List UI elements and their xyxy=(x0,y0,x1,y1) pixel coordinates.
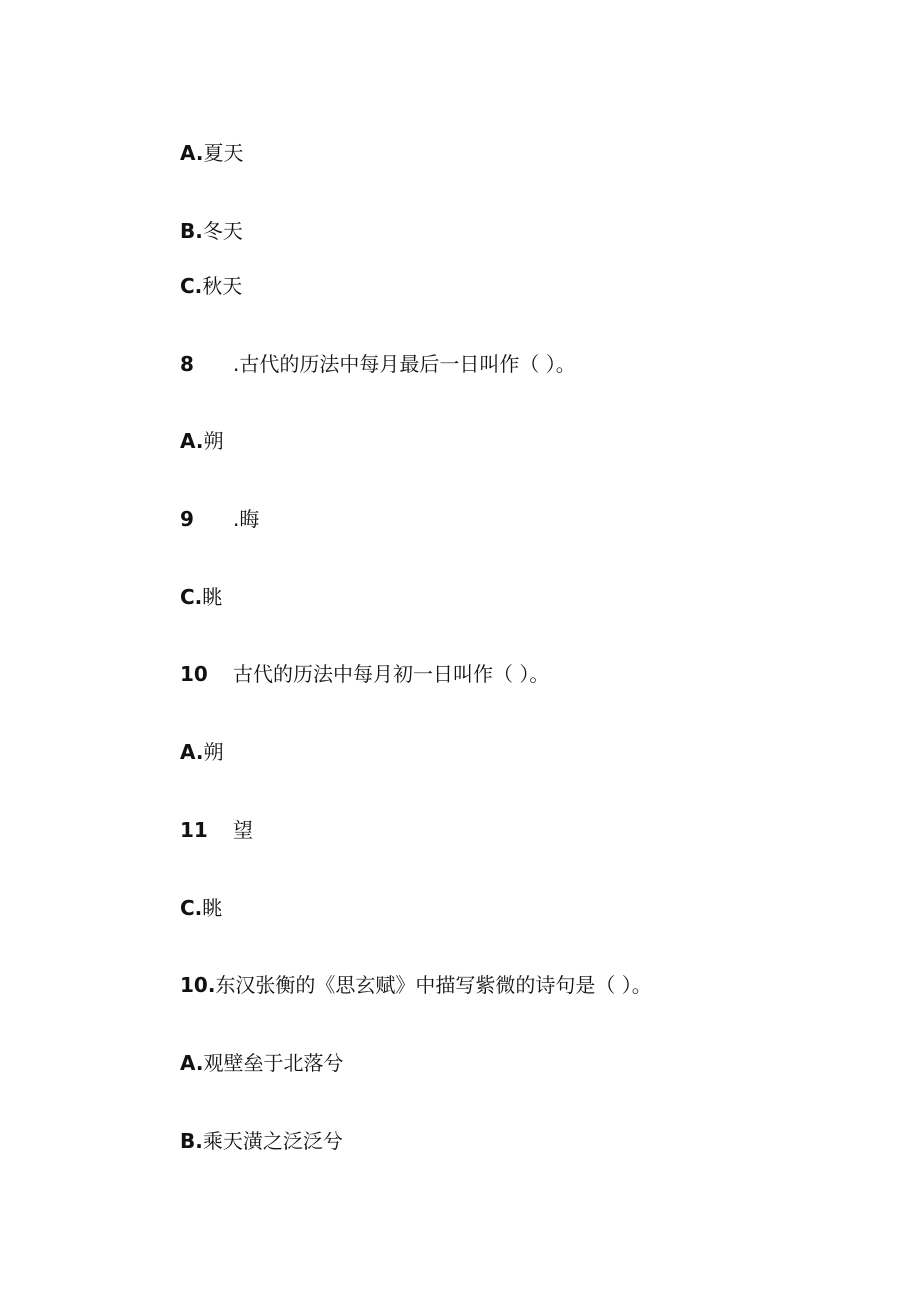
question-number: 10 xyxy=(180,662,208,686)
option-b-tianhuang xyxy=(180,1129,343,1153)
option-a-bilei xyxy=(180,1051,343,1075)
item-text: 望 xyxy=(233,818,253,842)
question-8 xyxy=(180,352,576,376)
option-b-winter xyxy=(180,219,243,243)
option-text: 观壁垒于北落兮 xyxy=(203,1051,344,1075)
option-text: 乘天潢之泛泛兮 xyxy=(202,1129,343,1153)
item-11-wang xyxy=(180,818,253,842)
option-text: 眺 xyxy=(202,896,223,920)
option-label: B. xyxy=(180,219,203,243)
option-text: 夏天 xyxy=(203,141,244,165)
item-9-hui xyxy=(180,507,259,531)
question-text: 古代的历法中每月初一日叫作（ ）。 xyxy=(233,662,550,686)
question-text: 东汉张衡的《思玄赋》中描写紫微的诗句是（ ）。 xyxy=(215,973,652,997)
item-number: 9 xyxy=(180,507,194,531)
question-text: .古代的历法中每月最后一日叫作（ ）。 xyxy=(233,352,576,376)
option-a-shuo xyxy=(180,429,223,453)
option-label: A. xyxy=(180,429,204,453)
option-label: A. xyxy=(180,141,204,165)
option-label: C. xyxy=(180,585,203,609)
option-label: C. xyxy=(180,274,203,298)
option-c-autumn xyxy=(180,274,242,298)
option-label: B. xyxy=(180,1129,203,1153)
option-text: 眺 xyxy=(202,585,223,609)
question-number: 10. xyxy=(180,973,216,997)
option-text: 冬天 xyxy=(202,219,243,243)
item-text: .晦 xyxy=(233,507,260,531)
option-text: 朔 xyxy=(203,740,224,764)
item-number: 11 xyxy=(180,818,208,842)
question-number: 8 xyxy=(180,352,194,376)
option-c-tiao xyxy=(180,585,222,609)
option-label: A. xyxy=(180,1051,204,1075)
option-a-summer xyxy=(180,141,243,165)
option-label: C. xyxy=(180,896,203,920)
option-label: A. xyxy=(180,740,204,764)
option-c-tiao-2 xyxy=(180,896,222,920)
option-text: 朔 xyxy=(203,429,224,453)
question-10-ziwei xyxy=(180,973,652,997)
option-text: 秋天 xyxy=(202,274,243,298)
option-a-shuo-2 xyxy=(180,740,223,764)
question-10 xyxy=(180,662,549,686)
